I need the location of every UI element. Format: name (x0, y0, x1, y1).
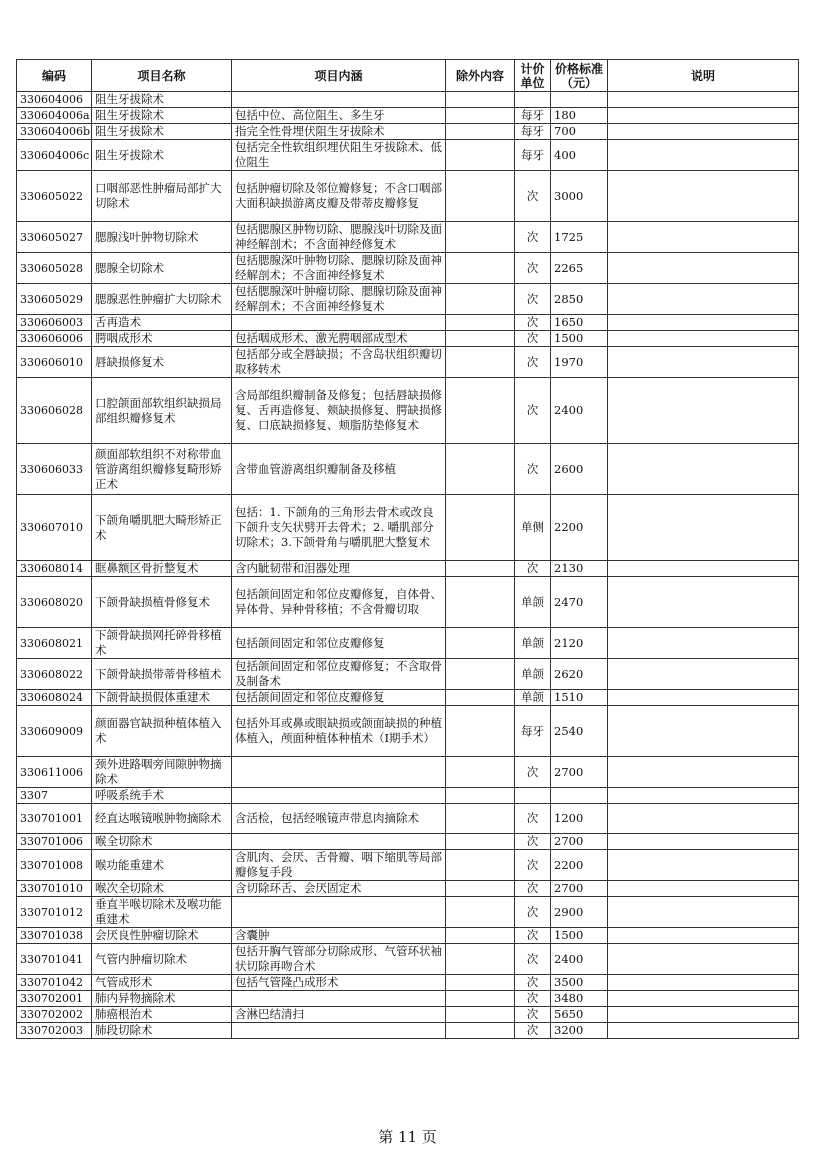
cell-code: 330604006b (17, 124, 92, 140)
cell-content: 包括：1. 下颌角的三角形去骨术或改良下颌升支矢状劈开去骨术；2. 嚼肌部分切除术；3.下颌骨角与嚼肌肥大整复术 (232, 495, 446, 561)
cell-code: 330606033 (17, 444, 92, 495)
cell-code: 330604006 (17, 92, 92, 108)
cell-price: 2400 (551, 944, 608, 975)
cell-content: 含肌肉、会厌、舌骨瓣、咽下缩肌等局部瓣修复手段 (232, 850, 446, 881)
cell-unit: 次 (515, 991, 551, 1007)
cell-price: 2400 (551, 378, 608, 444)
table-row (17, 706, 799, 757)
cell-excl (446, 690, 515, 706)
cell-price: 700 (551, 124, 608, 140)
cell-content: 包括咽成形术、激光腭咽部成型术 (232, 331, 446, 347)
cell-note (608, 659, 799, 690)
cell-note (608, 347, 799, 378)
cell-content: 含囊肿 (232, 928, 446, 944)
cell-unit: 次 (515, 347, 551, 378)
cell-excl (446, 171, 515, 222)
header-name: 项目名称 (92, 60, 232, 92)
cell-code: 330608021 (17, 628, 92, 659)
cell-note (608, 92, 799, 108)
cell-code: 330701041 (17, 944, 92, 975)
cell-code: 330608024 (17, 690, 92, 706)
cell-content: 包括腮腺深叶肿瘤切除、腮腺切除及面神经解剖术；不含面神经修复术 (232, 284, 446, 315)
table-row (17, 124, 799, 140)
cell-price: 5650 (551, 1007, 608, 1023)
cell-note (608, 577, 799, 628)
cell-unit: 次 (515, 975, 551, 991)
cell-note (608, 804, 799, 834)
cell-name: 气管内肿瘤切除术 (92, 944, 232, 975)
cell-code: 330702002 (17, 1007, 92, 1023)
cell-price: 2130 (551, 561, 608, 577)
table-row (17, 628, 799, 659)
cell-excl (446, 804, 515, 834)
cell-excl (446, 628, 515, 659)
cell-unit: 次 (515, 253, 551, 284)
header-code: 编码 (17, 60, 92, 92)
cell-code: 330702003 (17, 1023, 92, 1039)
cell-content: 含内眦韧带和泪器处理 (232, 561, 446, 577)
cell-excl (446, 124, 515, 140)
cell-note (608, 944, 799, 975)
table-row (17, 577, 799, 628)
cell-unit: 单侧 (515, 495, 551, 561)
cell-excl (446, 975, 515, 991)
cell-unit: 每牙 (515, 140, 551, 171)
cell-unit: 每牙 (515, 108, 551, 124)
table-row (17, 975, 799, 991)
cell-excl (446, 706, 515, 757)
cell-name: 阻生牙拔除术 (92, 124, 232, 140)
cell-unit: 次 (515, 850, 551, 881)
header-unit: 计价 单位 (515, 60, 551, 92)
cell-name: 眶鼻额区骨折整复术 (92, 561, 232, 577)
cell-name: 经直达喉镜喉肿物摘除术 (92, 804, 232, 834)
cell-name: 喉次全切除术 (92, 881, 232, 897)
cell-code: 3307 (17, 788, 92, 804)
cell-name: 下颌骨缺损植骨修复术 (92, 577, 232, 628)
cell-excl (446, 944, 515, 975)
cell-code: 330701010 (17, 881, 92, 897)
cell-note (608, 284, 799, 315)
cell-unit: 单颌 (515, 690, 551, 706)
cell-name: 舌再造术 (92, 315, 232, 331)
table-row (17, 347, 799, 378)
cell-unit (515, 788, 551, 804)
table-row (17, 378, 799, 444)
cell-note (608, 561, 799, 577)
table-row (17, 804, 799, 834)
table-row (17, 444, 799, 495)
cell-price: 2540 (551, 706, 608, 757)
header-content: 项目内涵 (232, 60, 446, 92)
cell-code: 330701038 (17, 928, 92, 944)
table-row (17, 315, 799, 331)
table-row (17, 171, 799, 222)
cell-code: 330605027 (17, 222, 92, 253)
table-header-row (17, 60, 799, 92)
cell-note (608, 124, 799, 140)
cell-excl (446, 444, 515, 495)
cell-content: 包括颌间固定和邻位皮瓣修复 (232, 628, 446, 659)
cell-content: 包括部分或全唇缺损；不含岛状组织瓣切取移转术 (232, 347, 446, 378)
cell-name: 会厌良性肿瘤切除术 (92, 928, 232, 944)
table-row (17, 991, 799, 1007)
cell-excl (446, 561, 515, 577)
cell-content (232, 897, 446, 928)
cell-excl (446, 850, 515, 881)
cell-note (608, 690, 799, 706)
cell-price: 2200 (551, 850, 608, 881)
cell-excl (446, 928, 515, 944)
cell-unit: 次 (515, 1007, 551, 1023)
cell-code: 330701006 (17, 834, 92, 850)
cell-price: 3480 (551, 991, 608, 1007)
cell-note (608, 108, 799, 124)
cell-note (608, 140, 799, 171)
cell-excl (446, 577, 515, 628)
cell-code: 330701008 (17, 850, 92, 881)
cell-excl (446, 659, 515, 690)
cell-content: 包括完全性软组织埋伏阻生牙拔除术、低位阻生 (232, 140, 446, 171)
cell-note (608, 834, 799, 850)
cell-name: 口咽部恶性肿瘤局部扩大切除术 (92, 171, 232, 222)
cell-unit: 次 (515, 928, 551, 944)
table-row (17, 108, 799, 124)
cell-price: 2265 (551, 253, 608, 284)
cell-price: 2900 (551, 897, 608, 928)
table-row (17, 1023, 799, 1039)
cell-note (608, 850, 799, 881)
cell-excl (446, 991, 515, 1007)
cell-price: 1500 (551, 331, 608, 347)
table-row (17, 284, 799, 315)
cell-note (608, 378, 799, 444)
cell-price: 400 (551, 140, 608, 171)
cell-note (608, 1007, 799, 1023)
cell-price: 180 (551, 108, 608, 124)
cell-name: 腮腺全切除术 (92, 253, 232, 284)
cell-excl (446, 284, 515, 315)
cell-excl (446, 834, 515, 850)
cell-code: 330605022 (17, 171, 92, 222)
cell-name: 阻生牙拔除术 (92, 140, 232, 171)
cell-unit: 次 (515, 1023, 551, 1039)
cell-note (608, 788, 799, 804)
cell-code: 330606006 (17, 331, 92, 347)
cell-unit: 单颌 (515, 628, 551, 659)
table-row (17, 928, 799, 944)
cell-code: 330701001 (17, 804, 92, 834)
table-row (17, 659, 799, 690)
cell-price: 2200 (551, 495, 608, 561)
cell-name: 肺内异物摘除术 (92, 991, 232, 1007)
cell-name: 口腔颌面部软组织缺损局部组织瓣修复术 (92, 378, 232, 444)
cell-name: 腮腺恶性肿瘤扩大切除术 (92, 284, 232, 315)
cell-excl (446, 757, 515, 788)
table-row (17, 331, 799, 347)
cell-price: 1650 (551, 315, 608, 331)
cell-content: 包括腮腺深叶肿物切除、腮腺切除及面神经解剖术；不含面神经修复术 (232, 253, 446, 284)
cell-code: 330609009 (17, 706, 92, 757)
cell-code: 330701042 (17, 975, 92, 991)
cell-price: 1200 (551, 804, 608, 834)
cell-note (608, 222, 799, 253)
cell-unit: 每牙 (515, 124, 551, 140)
cell-content: 包括颌间固定和邻位皮瓣修复，自体骨、异体骨、异种骨移植；不含骨瓣切取 (232, 577, 446, 628)
cell-code: 330701012 (17, 897, 92, 928)
cell-excl (446, 881, 515, 897)
cell-code: 330608022 (17, 659, 92, 690)
header-price: 价格标准 （元） (551, 60, 608, 92)
cell-content: 包括颌间固定和邻位皮瓣修复；不含取骨及制备术 (232, 659, 446, 690)
table-row (17, 253, 799, 284)
cell-content: 指完全性骨埋伏阻生牙拔除术 (232, 124, 446, 140)
cell-content (232, 92, 446, 108)
cell-note (608, 975, 799, 991)
table-body (17, 92, 799, 1039)
cell-price: 1725 (551, 222, 608, 253)
cell-unit (515, 92, 551, 108)
cell-code: 330611006 (17, 757, 92, 788)
cell-name: 腭咽成形术 (92, 331, 232, 347)
cell-price: 1500 (551, 928, 608, 944)
cell-content: 包括中位、高位阻生、多生牙 (232, 108, 446, 124)
table-row (17, 690, 799, 706)
cell-price: 3200 (551, 1023, 608, 1039)
cell-name: 肺癌根治术 (92, 1007, 232, 1023)
cell-code: 330606003 (17, 315, 92, 331)
cell-content: 包括开胸气管部分切除成形、气管环状袖状切除再吻合术 (232, 944, 446, 975)
table-row (17, 881, 799, 897)
cell-code: 330702001 (17, 991, 92, 1007)
cell-content: 含淋巴结清扫 (232, 1007, 446, 1023)
cell-unit: 次 (515, 881, 551, 897)
cell-note (608, 706, 799, 757)
cell-excl (446, 347, 515, 378)
cell-excl (446, 253, 515, 284)
cell-content (232, 1023, 446, 1039)
cell-excl (446, 1023, 515, 1039)
table-row (17, 788, 799, 804)
cell-price: 2700 (551, 881, 608, 897)
cell-note (608, 1023, 799, 1039)
table-row (17, 897, 799, 928)
cell-code: 330608014 (17, 561, 92, 577)
cell-note (608, 757, 799, 788)
cell-price: 2620 (551, 659, 608, 690)
cell-name: 喉全切除术 (92, 834, 232, 850)
cell-unit: 次 (515, 378, 551, 444)
cell-note (608, 331, 799, 347)
cell-content: 包括肿瘤切除及邻位瓣修复；不含口咽部大面积缺损游离皮瓣及带蒂皮瓣修复 (232, 171, 446, 222)
cell-unit: 次 (515, 331, 551, 347)
cell-unit: 次 (515, 171, 551, 222)
cell-content: 包括腮腺区肿物切除、腮腺浅叶切除及面神经解剖术；不含面神经修复术 (232, 222, 446, 253)
cell-name: 下颌骨缺损带蒂骨移植术 (92, 659, 232, 690)
cell-excl (446, 315, 515, 331)
cell-content (232, 315, 446, 331)
cell-price: 3000 (551, 171, 608, 222)
cell-content (232, 991, 446, 1007)
cell-excl (446, 92, 515, 108)
cell-excl (446, 1007, 515, 1023)
cell-price: 2470 (551, 577, 608, 628)
cell-name: 颜面器官缺损种植体植入术 (92, 706, 232, 757)
cell-name: 颈外进路咽旁间隙肿物摘除术 (92, 757, 232, 788)
cell-note (608, 171, 799, 222)
cell-excl (446, 378, 515, 444)
cell-note (608, 444, 799, 495)
cell-price: 1970 (551, 347, 608, 378)
cell-price: 2600 (551, 444, 608, 495)
cell-name: 下颌角嚼肌肥大畸形矫正术 (92, 495, 232, 561)
cell-unit: 次 (515, 897, 551, 928)
cell-price: 2700 (551, 834, 608, 850)
cell-name: 垂直半喉切除术及喉功能重建术 (92, 897, 232, 928)
header-note: 说明 (608, 60, 799, 92)
cell-unit: 单颌 (515, 577, 551, 628)
cell-unit: 次 (515, 944, 551, 975)
table-row (17, 1007, 799, 1023)
cell-note (608, 881, 799, 897)
cell-name: 腮腺浅叶肿物切除术 (92, 222, 232, 253)
header-exclusion: 除外内容 (446, 60, 515, 92)
cell-code: 330606010 (17, 347, 92, 378)
price-table (16, 59, 799, 1039)
cell-note (608, 495, 799, 561)
cell-excl (446, 788, 515, 804)
table-row (17, 561, 799, 577)
cell-content: 包括颌间固定和邻位皮瓣修复 (232, 690, 446, 706)
cell-content: 包括外耳或鼻或眼缺损或颌面缺损的种植体植入，颅面种植体种植术（Ⅰ期手术） (232, 706, 446, 757)
cell-name: 阻生牙拔除术 (92, 92, 232, 108)
cell-code: 330605028 (17, 253, 92, 284)
cell-code: 330605029 (17, 284, 92, 315)
cell-content: 含切除环舌、会厌固定术 (232, 881, 446, 897)
cell-content: 含局部组织瓣制备及修复；包括唇缺损修复、舌再造修复、颊缺损修复、腭缺损修复、口底缺损修复、颊脂肪垫修复术 (232, 378, 446, 444)
cell-content (232, 834, 446, 850)
cell-price (551, 788, 608, 804)
cell-note (608, 928, 799, 944)
cell-note (608, 315, 799, 331)
cell-price: 1510 (551, 690, 608, 706)
table-row (17, 757, 799, 788)
cell-price: 3500 (551, 975, 608, 991)
cell-note (608, 628, 799, 659)
cell-unit: 次 (515, 834, 551, 850)
cell-unit: 次 (515, 284, 551, 315)
cell-unit: 次 (515, 222, 551, 253)
cell-excl (446, 331, 515, 347)
cell-code: 330604006c (17, 140, 92, 171)
cell-price: 2850 (551, 284, 608, 315)
cell-code: 330606028 (17, 378, 92, 444)
table-row (17, 834, 799, 850)
cell-name: 唇缺损修复术 (92, 347, 232, 378)
cell-name: 下颌骨缺损网托碎骨移植术 (92, 628, 232, 659)
table-row (17, 140, 799, 171)
cell-name: 呼吸系统手术 (92, 788, 232, 804)
cell-note (608, 897, 799, 928)
cell-content: 含带血管游离组织瓣制备及移植 (232, 444, 446, 495)
table-row (17, 850, 799, 881)
cell-unit: 次 (515, 561, 551, 577)
cell-unit: 次 (515, 315, 551, 331)
cell-excl (446, 222, 515, 253)
cell-excl (446, 495, 515, 561)
table-row (17, 944, 799, 975)
cell-excl (446, 897, 515, 928)
cell-name: 下颌骨缺损假体重建术 (92, 690, 232, 706)
cell-unit: 次 (515, 444, 551, 495)
cell-unit: 次 (515, 757, 551, 788)
cell-unit: 每牙 (515, 706, 551, 757)
cell-content: 含活检，包括经喉镜声带息肉摘除术 (232, 804, 446, 834)
cell-code: 330607010 (17, 495, 92, 561)
cell-name: 阻生牙拔除术 (92, 108, 232, 124)
cell-name: 喉功能重建术 (92, 850, 232, 881)
cell-price: 2120 (551, 628, 608, 659)
cell-price (551, 92, 608, 108)
table-row (17, 92, 799, 108)
cell-content: 包括气管隆凸成形术 (232, 975, 446, 991)
cell-content (232, 757, 446, 788)
cell-excl (446, 108, 515, 124)
cell-code: 330604006a (17, 108, 92, 124)
cell-name: 气管成形术 (92, 975, 232, 991)
cell-price: 2700 (551, 757, 608, 788)
page-number: 第 11 页 (378, 1128, 437, 1146)
table-row (17, 222, 799, 253)
cell-excl (446, 140, 515, 171)
cell-content (232, 788, 446, 804)
table-row (17, 495, 799, 561)
cell-note (608, 991, 799, 1007)
cell-name: 颜面部软组织不对称带血管游离组织瓣修复畸形矫正术 (92, 444, 232, 495)
cell-code: 330608020 (17, 577, 92, 628)
cell-unit: 次 (515, 804, 551, 834)
cell-unit: 单颌 (515, 659, 551, 690)
cell-name: 肺段切除术 (92, 1023, 232, 1039)
cell-note (608, 253, 799, 284)
